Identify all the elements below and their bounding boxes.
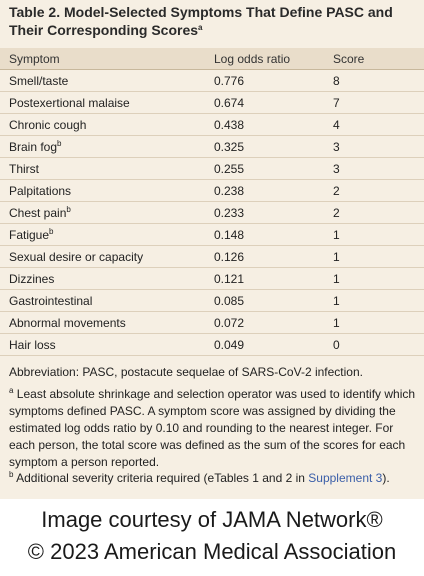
table-row — [0, 246, 424, 268]
log-odds-ratio-cell: 0.674 — [214, 96, 245, 110]
score-cell: 3 — [333, 140, 340, 154]
footnote-b: $^b$ Additional severity criteria required (eTables 1 and 2 in Supplement 3). — [9, 470, 390, 485]
table-row — [0, 268, 424, 290]
log-odds-ratio-cell: 0.126 — [214, 250, 245, 264]
image-credit: Image courtesy of JAMA Network® — [41, 507, 383, 532]
table-row — [0, 70, 424, 92]
symptom-cell: Brain fog$^b$ — [9, 139, 62, 154]
log-odds-ratio-cell: 0.085 — [214, 294, 245, 308]
log-odds-ratio-cell: 0.121 — [214, 272, 245, 286]
table-row — [0, 290, 424, 312]
table-row — [0, 202, 424, 224]
score-cell: 1 — [333, 294, 340, 308]
log-odds-ratio-cell: 0.325 — [214, 140, 245, 154]
table-row — [0, 136, 424, 158]
log-odds-ratio-cell: 0.776 — [214, 74, 245, 88]
score-cell: 1 — [333, 228, 340, 242]
symptom-cell: Smell/taste — [9, 74, 69, 88]
abbreviation-note: Abbreviation: PASC, postacute sequelae of SARS-CoV-2 infection. — [9, 365, 363, 379]
score-cell: 2 — [333, 184, 340, 198]
table-row — [0, 114, 424, 136]
symptom-cell: Hair loss — [9, 338, 56, 352]
table-title: Table 2. Model-Selected Symptoms That Define PASC and Their Corresponding Scores$^a$ — [9, 4, 393, 38]
score-cell: 1 — [333, 316, 340, 330]
log-odds-ratio-cell: 0.049 — [214, 338, 245, 352]
table-row — [0, 312, 424, 334]
log-odds-ratio-cell: 0.238 — [214, 184, 245, 198]
log-odds-ratio-cell: 0.072 — [214, 316, 245, 330]
header-symptom: Symptom — [9, 52, 60, 66]
symptom-cell: Thirst — [9, 162, 39, 176]
table-row — [0, 158, 424, 180]
supplement-link[interactable]: Supplement 3 — [308, 471, 383, 485]
footnote-a: $^a$ Least absolute shrinkage and selection operator was used to identify which symptoms defined PASC. A symptom score was assigned by dividing the estimated log odds ratio by 0.10 and rounding to the nearest integer. For each person, the total score was defined as the sum of the scores for each symptom a person reported. — [9, 386, 416, 469]
log-odds-ratio-cell: 0.233 — [214, 206, 245, 220]
table-row — [0, 180, 424, 202]
header-log-odds-ratio: Log odds ratio — [214, 52, 291, 66]
symptom-cell: Gastrointestinal — [9, 294, 93, 308]
symptom-cell: Dizzines — [9, 272, 55, 286]
header-score: Score — [333, 52, 365, 66]
symptom-cell: Postexertional malaise — [9, 96, 130, 110]
score-cell: 8 — [333, 74, 340, 88]
symptom-cell: Palpitations — [9, 184, 72, 198]
table-row — [0, 92, 424, 114]
score-cell: 0 — [333, 338, 340, 352]
score-cell: 7 — [333, 96, 340, 110]
log-odds-ratio-cell: 0.148 — [214, 228, 245, 242]
symptom-cell: Abnormal movements — [9, 316, 126, 330]
score-cell: 4 — [333, 118, 340, 132]
table-header-row — [0, 48, 424, 70]
copyright-notice: © 2023 American Medical Association — [27, 539, 397, 564]
symptom-cell: Fatigue$^b$ — [9, 227, 54, 242]
table-row — [0, 334, 424, 356]
score-cell: 1 — [333, 272, 340, 286]
score-cell: 3 — [333, 162, 340, 176]
score-cell: 1 — [333, 250, 340, 264]
symptom-cell: Chronic cough — [9, 118, 87, 132]
table-row — [0, 224, 424, 246]
symptom-cell: Sexual desire or capacity — [9, 250, 144, 264]
symptom-cell: Chest pain$^b$ — [9, 205, 71, 220]
log-odds-ratio-cell: 0.438 — [214, 118, 245, 132]
score-cell: 2 — [333, 206, 340, 220]
log-odds-ratio-cell: 0.255 — [214, 162, 245, 176]
